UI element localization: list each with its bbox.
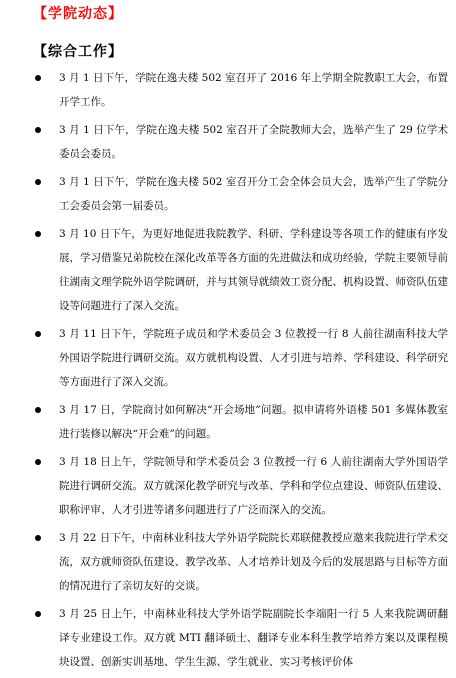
list-item-text: 3 月 1 日下午，学院在逸夫楼 502 室召开了 2016 年上学期全院教职工大会，布置开学工作。: [59, 72, 448, 108]
bullet-icon: [35, 407, 41, 413]
bullet-icon: [35, 611, 41, 617]
bullet-icon: [35, 231, 41, 237]
list-item-text: 3 月 11 日下午，学院班子成员和学术委员会 3 位教授一行 8 人前往湖南科技大学外国语学院进行调研交流。双方就机构设置、人才引进与培养、学科建设、科学研究等方面进行了深入交流。: [59, 328, 448, 388]
section-title: 【学院动态】: [33, 6, 123, 22]
list-item: [0, 118, 456, 166]
list-item-text: 3 月 1 日下午，学院在逸夫楼 502 室召开分工会全体会员大会，选举产生了学院分工会委员会第一届委员。: [59, 176, 448, 212]
list-item: [0, 526, 456, 598]
bullet-icon: [35, 179, 41, 185]
list-item-text: 3 月 25 日上午，中南林业科技大学外语学院副院长李端阳一行 5 人来我院调研翻译专业建设工作。双方就 MTI 翻译硕士、翻译专业本科生教学培养方案以及课程模块设置、创新实训基地、学生生源、学生就业、实习考核评价体: [59, 608, 448, 668]
sub-section-title: 【综合工作】: [33, 44, 123, 60]
list-item-text: 3 月 10 日下午，为更好地促进我院教学、科研、学科建设等各项工作的健康有序发展，学习借鉴兄弟院校在深化改革等各方面的先进做法和成功经验，学院主要领导前往湖南文理学院外语学院调研，并与其领导就绩效工资分配、机构设置、师资队伍建设等问题进行了深入交流。: [59, 228, 448, 312]
list-item-text: 3 月 1 日下午，学院在逸夫楼 502 室召开了全院教师大会，选举产生了 29 位学术委员会委员。: [59, 124, 448, 160]
bullet-icon: [35, 331, 41, 337]
list-item-text: 3 月 17 日，学院商讨如何解决“开会场地”问题。拟申请将外语楼 501 多媒体教室进行装修以解决“开会难”的问题。: [59, 404, 448, 440]
list-item: [0, 602, 456, 674]
list-item-text: 3 月 18 日上午，学院领导和学术委员会 3 位教授一行 6 人前往湖南大学外国语学院进行调研交流。双方就深化教学研究与改革、学科和学位点建设、师资队伍建设、职称评审、人才引进等诸多问题进行了广泛而深入的交流。: [59, 456, 448, 516]
list-item: [0, 222, 456, 318]
list-item: [0, 450, 456, 522]
list-item-text: 3 月 22 日下午，中南林业科技大学外语学院院长邓联健教授应邀来我院进行学术交流，双方就师资队伍建设、教学改革、人才培养计划及今后的发展思路与目标等方面的情况进行了亲切友好的交谈。: [59, 532, 448, 592]
list-item: [0, 398, 456, 446]
bullet-icon: [35, 75, 41, 81]
bullet-icon: [35, 127, 41, 133]
list-item: [0, 322, 456, 394]
bullet-icon: [35, 535, 41, 541]
news-list: [0, 66, 456, 678]
list-item: [0, 66, 456, 114]
list-item: [0, 170, 456, 218]
bullet-icon: [35, 459, 41, 465]
